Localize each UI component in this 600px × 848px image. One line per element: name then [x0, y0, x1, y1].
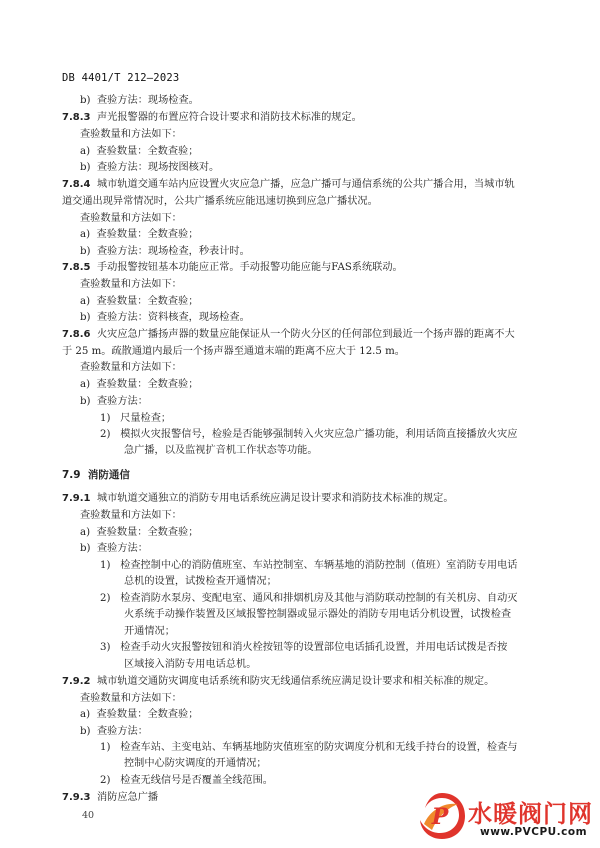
list-item: a) 查验数量：全数查验； — [80, 146, 199, 157]
method-intro: 查验数量和方法如下： — [80, 510, 182, 521]
sub-list-continuation: 总机的设置，试拨检查开通情况； — [124, 576, 277, 587]
watermark-url: www.PVCPU.com — [480, 826, 588, 838]
list-item: b) 查验方法：现场检查，秒表计时。 — [80, 246, 250, 257]
list-item: a) 查验数量：全数查验； — [80, 229, 199, 240]
watermark — [416, 790, 594, 842]
clause-7-8-6: 7.8.6 火灾应急广播扬声器的数量应能保证从一个防火分区的任何部位到最近一个扬声器的距离不大 — [62, 329, 515, 340]
sub-list-continuation: 急广播，以及监视扩音机工作状态等功能。 — [124, 445, 318, 456]
list-item: a) 查验数量：全数查验； — [80, 527, 199, 538]
list-item: a) 查验数量：全数查验； — [80, 709, 199, 720]
clause-7-9-1: 7.9.1 城市轨道交通独立的消防专用电话系统应满足设计要求和消防技术标准的规定。 — [62, 493, 454, 504]
sub-list-item: 2) 检查消防水泵房、变配电室、通风和排烟机房及其他与消防联动控制的有关机房、自动灭 — [100, 593, 518, 604]
method-intro: 查验数量和方法如下： — [80, 279, 182, 290]
sub-list-item: 3) 检查手动火灾报警按钮和消火栓按钮等的设置部位电话插孔设置，并用电话试拨是否按 — [100, 642, 508, 653]
sub-list-continuation: 区域接入消防专用电话总机。 — [124, 659, 257, 670]
sub-list-continuation: 开通情况； — [124, 626, 175, 637]
method-intro: 查验数量和方法如下： — [80, 362, 182, 373]
method-intro: 查验数量和方法如下： — [80, 213, 182, 224]
clause-continuation: 道交通出现异常情况时，公共广播系统应能迅速切换到应急广播状况。 — [62, 196, 378, 207]
clause-continuation: 于 25 m。疏散通道内最后一个扬声器至通道末端的距离不应大于 12.5 m。 — [62, 346, 405, 357]
list-item: b) 查验方法：现场按图核对。 — [80, 162, 220, 173]
clause-7-9-3: 7.9.3 消防应急广播 — [62, 792, 159, 803]
section-7-9-title: 7.9 消防通信 — [62, 469, 130, 481]
clause-7-8-5: 7.8.5 手动报警按钮基本功能应正常。手动报警功能应能与FAS系统联动。 — [62, 262, 403, 273]
list-item: b) 查验方法： — [80, 396, 148, 407]
sub-list-item: 1) 检查控制中心的消防值班室、车站控制室、车辆基地的消防控制（值班）室消防专用电话 — [100, 560, 518, 571]
sub-list-item: 2) 模拟火灾报警信号，检验是否能够强制转入火灾应急广播功能，利用话筒直接播放火灾应 — [100, 429, 518, 440]
clause-7-9-2: 7.9.2 城市轨道交通防灾调度电话系统和防灾无线通信系统应满足设计要求和相关标准的规定。 — [62, 676, 495, 687]
list-item: b) 查验方法： — [80, 726, 148, 737]
watermark-site-name: 水暖阀门网 — [468, 800, 593, 828]
list-item: b) 查验方法： — [80, 543, 148, 554]
document-code: DB 4401/T 212—2023 — [62, 72, 180, 84]
sub-list-item: 2) 检查无线信号是否覆盖全线范围。 — [100, 775, 273, 786]
sub-list-item: 1) 尺量检查； — [100, 413, 172, 424]
clause-7-8-4: 7.8.4 城市轨道交通车站内应设置火灾应急广播，应急广播可与通信系统的公共广播合用，当城市轨 — [62, 179, 515, 190]
watermark-logo-icon — [416, 790, 468, 842]
list-item: a) 查验数量：全数查验； — [80, 379, 199, 390]
method-intro: 查验数量和方法如下： — [80, 129, 182, 140]
list-item: b) 查验方法：资料核查，现场检查。 — [80, 312, 250, 323]
sub-list-item: 1) 检查车站、主变电站、车辆基地防灾值班室的防灾调度分机和无线手持台的设置，检查与 — [100, 742, 518, 753]
clause-7-8-3: 7.8.3 声光报警器的布置应符合设计要求和消防技术标准的规定。 — [62, 112, 362, 123]
sub-list-continuation: 控制中心防灾调度的开通情况； — [124, 758, 267, 769]
method-intro: 查验数量和方法如下： — [80, 693, 182, 704]
sub-list-continuation: 火系统手动操作装置及区域报警控制器或显示器处的消防专用电话分机设置，试拨检查 — [124, 609, 512, 620]
list-item: a) 查验数量：全数查验； — [80, 296, 199, 307]
list-item: b) 查验方法：现场检查。 — [80, 95, 199, 106]
watermark-logo-letter: P — [431, 804, 449, 830]
page-number: 40 — [82, 810, 95, 821]
